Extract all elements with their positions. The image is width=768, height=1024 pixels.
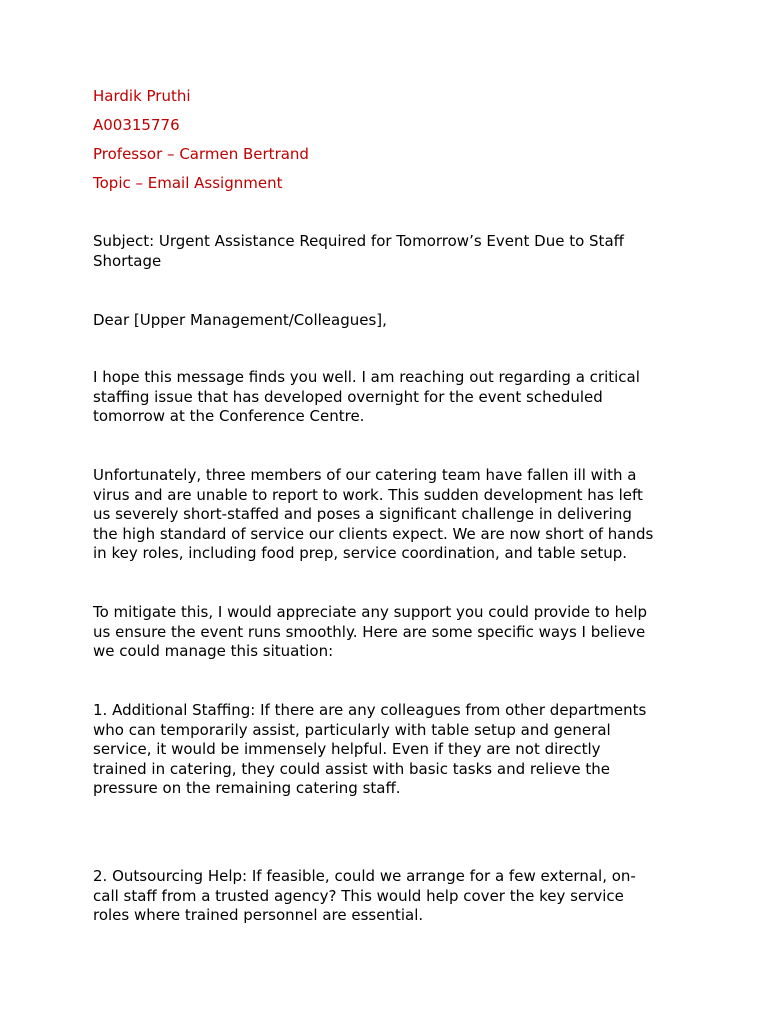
paragraph-line: roles where trained personnel are essential.	[93, 906, 424, 925]
paragraph-line: 2. Outsourcing Help: If feasible, could we arrange for a few external, on-	[93, 867, 636, 885]
paragraph-line: we could manage this situation:	[93, 642, 334, 661]
paragraph-line: tomorrow at the Conference Centre.	[93, 407, 365, 426]
topic-line: Topic – Email Assignment	[93, 174, 283, 192]
paragraph-line: To mitigate this, I would appreciate any support you could provide to help	[93, 603, 648, 621]
paragraph-situation	[93, 466, 653, 564]
paragraph-line: I hope this message finds you well. I am reaching out regarding a critical	[93, 368, 640, 386]
paragraph-line: us severely short-staffed and poses a significant challenge in delivering	[93, 505, 632, 524]
student-id: A00315776	[93, 116, 180, 134]
list-item-additional-staffing	[93, 701, 646, 799]
paragraph-line: 1. Additional Staffing: If there are any colleagues from other departments	[93, 701, 647, 719]
paragraph-line: in key roles, including food prep, service coordination, and table setup.	[93, 544, 628, 563]
paragraph-line: us ensure the event runs smoothly. Here are some specific ways I believe	[93, 622, 646, 641]
paragraph-line: Unfortunately, three members of our catering team have fallen ill with a	[93, 466, 637, 484]
paragraph-line: call staff from a trusted agency? This would help cover the key service	[93, 886, 624, 905]
email-subject	[93, 232, 624, 271]
paragraph-line: pressure on the remaining catering staff.	[93, 779, 401, 798]
paragraph-line: virus and are unable to report to work. This sudden development has left	[93, 485, 643, 504]
subject-line: Shortage	[93, 251, 162, 270]
paragraph-line: trained in catering, they could assist with basic tasks and relieve the	[93, 759, 610, 778]
professor-line: Professor – Carmen Bertrand	[93, 145, 309, 163]
paragraph-line: staffing issue that has developed overnight for the event scheduled	[93, 387, 603, 406]
paragraph-mitigation	[93, 603, 647, 662]
paragraph-line: the high standard of service our clients expect. We are now short of hands	[93, 524, 654, 543]
author-name: Hardik Pruthi	[93, 87, 191, 105]
list-item-outsourcing-help	[93, 867, 636, 926]
paragraph-intro	[93, 368, 640, 427]
subject-line: Subject: Urgent Assistance Required for Tomorrow’s Event Due to Staff	[93, 232, 624, 250]
paragraph-line: service, it would be immensely helpful. Even if they are not directly	[93, 740, 601, 759]
email-greeting: Dear [Upper Management/Colleagues],	[93, 311, 387, 329]
paragraph-line: who can temporarily assist, particularly with table setup and general	[93, 720, 611, 739]
